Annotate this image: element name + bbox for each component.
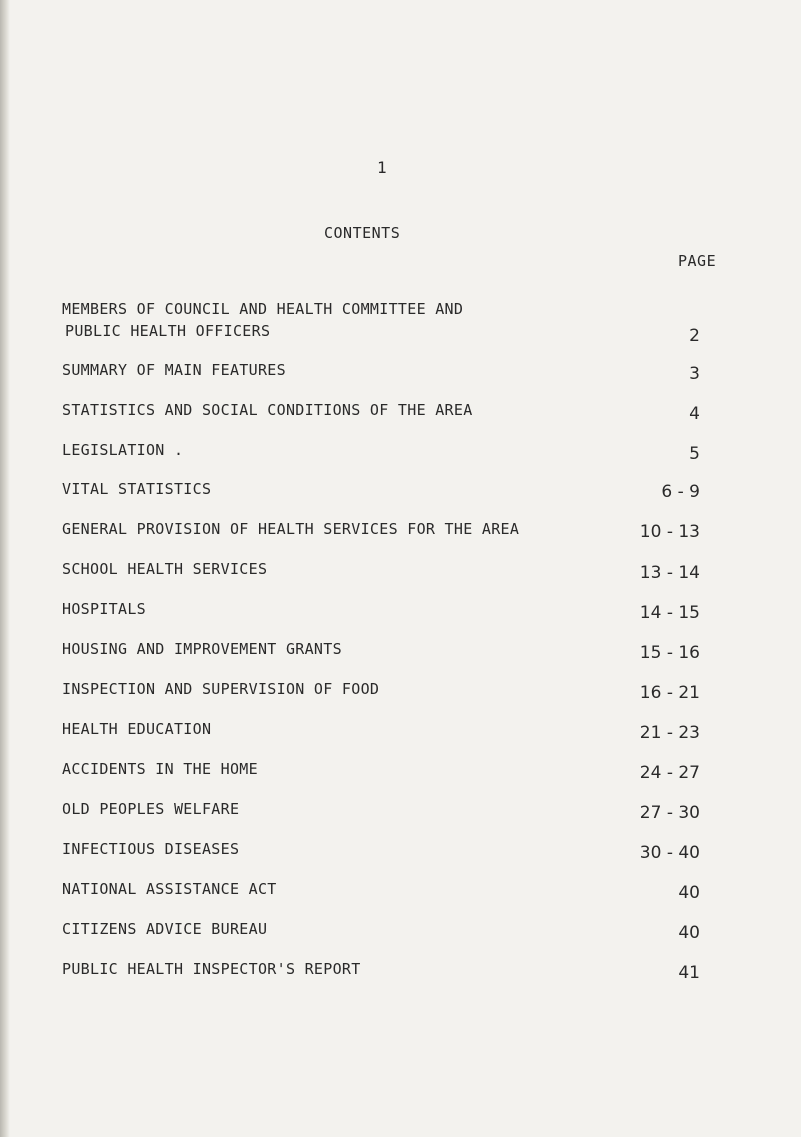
toc-entry-title-line1: MEMBERS OF COUNCIL AND HEALTH COMMITTEE AND: [62, 300, 464, 318]
toc-entry-title: NATIONAL ASSISTANCE ACT: [62, 880, 277, 898]
toc-entry-title: INFECTIOUS DISEASES: [62, 840, 240, 858]
toc-entry-page: 24 - 27: [639, 763, 700, 783]
toc-entry-title: [62, 298, 463, 342]
toc-entry-page: 21 - 23: [639, 723, 700, 743]
toc-entry-title: STATISTICS AND SOCIAL CONDITIONS OF THE AREA: [62, 401, 473, 419]
toc-entry-page: 16 - 21: [639, 683, 700, 703]
toc-entry-page: 40: [678, 923, 700, 943]
contents-title: CONTENTS: [324, 224, 401, 242]
page-binding-edge: [0, 0, 10, 1137]
toc-entry-title: PUBLIC HEALTH INSPECTOR'S REPORT: [62, 960, 361, 978]
page-number: 1: [377, 158, 387, 177]
toc-entry-title: INSPECTION AND SUPERVISION OF FOOD: [62, 680, 380, 698]
toc-entry-page: 5: [689, 444, 700, 464]
toc-entry-title: HOUSING AND IMPROVEMENT GRANTS: [62, 640, 342, 658]
toc-entry-page: 6 - 9: [661, 482, 700, 502]
toc-entry-page: 2: [689, 326, 700, 346]
toc-entry-page: 3: [689, 364, 700, 384]
toc-entry-title: ACCIDENTS IN THE HOME: [62, 760, 258, 778]
toc-entry-page: 41: [678, 963, 700, 983]
toc-entry-title-line2: PUBLIC HEALTH OFFICERS: [65, 322, 271, 340]
toc-entry-title: LEGISLATION .: [62, 441, 184, 459]
toc-entry-title: GENERAL PROVISION OF HEALTH SERVICES FOR THE AREA: [62, 520, 520, 538]
toc-entry-title: OLD PEOPLES WELFARE: [62, 800, 240, 818]
toc-entry-page: 4: [689, 404, 700, 424]
toc-entry-page: 14 - 15: [639, 603, 700, 623]
toc-entry-page: 13 - 14: [639, 563, 700, 583]
page-column-header: PAGE: [678, 252, 717, 270]
toc-entry-title: SUMMARY OF MAIN FEATURES: [62, 361, 286, 379]
toc-entry-page: 27 - 30: [639, 803, 700, 823]
toc-entry-title: HOSPITALS: [62, 600, 146, 618]
toc-entry-page: 10 - 13: [639, 522, 700, 542]
toc-entry-title: HEALTH EDUCATION: [62, 720, 212, 738]
toc-entry-page: 30 - 40: [639, 843, 700, 863]
toc-entry-page: 40: [678, 883, 700, 903]
toc-entry-title: CITIZENS ADVICE BUREAU: [62, 920, 268, 938]
toc-entry-page: 15 - 16: [639, 643, 700, 663]
toc-entry-title: SCHOOL HEALTH SERVICES: [62, 560, 268, 578]
toc-entry-title: VITAL STATISTICS: [62, 480, 212, 498]
